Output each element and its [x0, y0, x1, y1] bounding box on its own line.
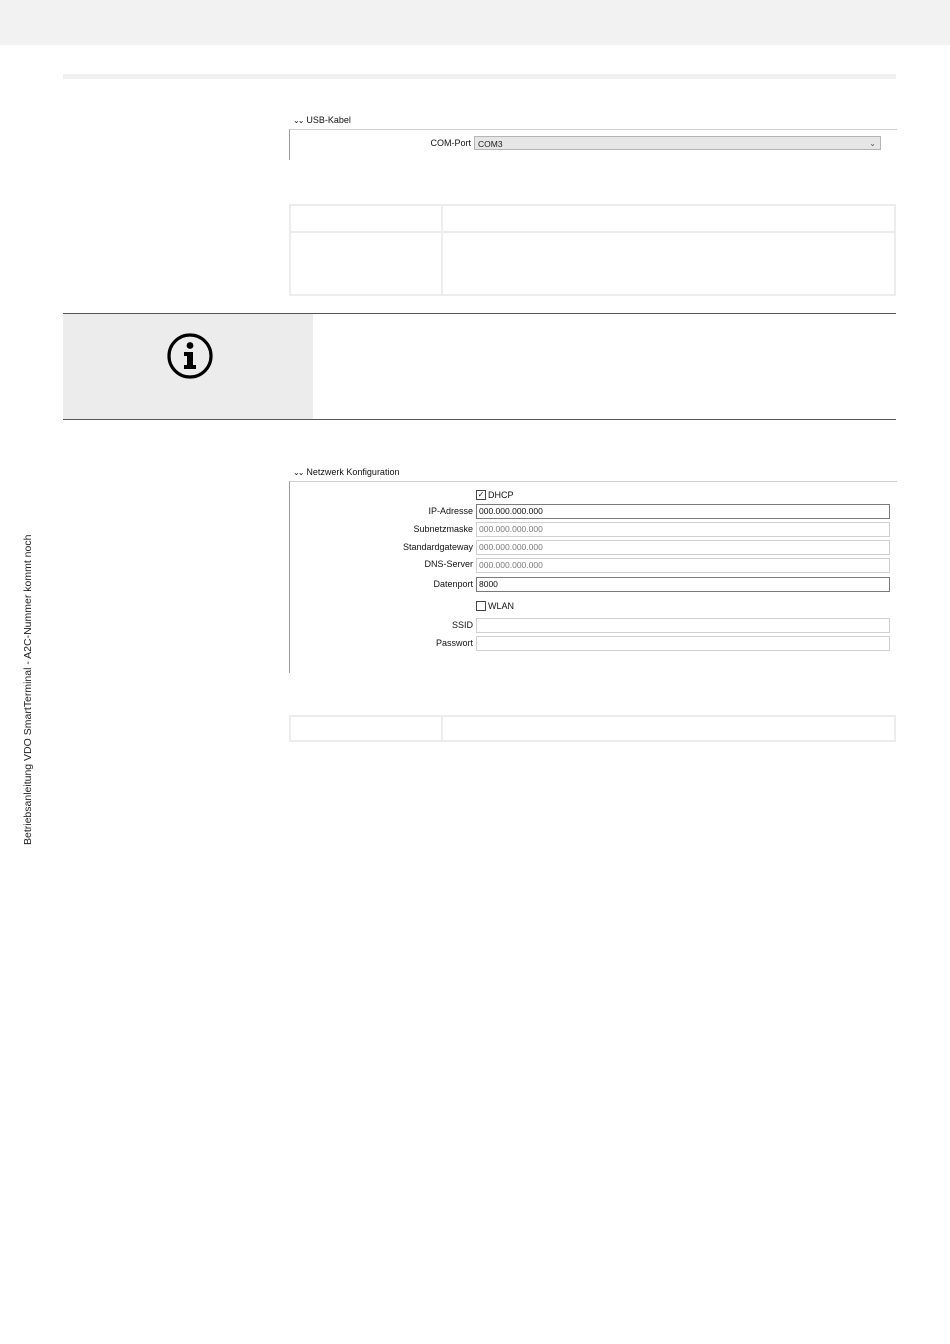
table-row-divider — [291, 231, 894, 233]
double-chevron-down-icon: ⌄⌄ — [293, 115, 303, 125]
subnet-mask-label: Subnetzmaske — [413, 524, 473, 534]
password-input[interactable] — [476, 636, 890, 651]
password-label: Passwort — [435, 638, 473, 648]
data-port-input[interactable]: 8000 — [476, 577, 890, 592]
network-section-title: Netzwerk Konfiguration — [306, 467, 400, 477]
dns-server-input[interactable]: 000.000.000.000 — [476, 558, 890, 573]
table-network-description — [289, 715, 896, 742]
dns-server-label: DNS-Server — [424, 559, 473, 569]
table-usb-description — [289, 204, 896, 296]
network-section-header[interactable] — [293, 467, 399, 477]
ip-address-label: IP-Adresse — [428, 506, 473, 516]
double-chevron-down-icon: ⌄⌄ — [293, 467, 303, 477]
gateway-label: Standardgateway — [402, 542, 473, 552]
table-column-divider — [441, 206, 443, 294]
com-port-select[interactable] — [474, 136, 881, 150]
dhcp-checkbox[interactable] — [476, 490, 514, 500]
usb-section-header[interactable] — [293, 115, 351, 125]
chevron-down-icon: ⌄ — [869, 139, 876, 148]
com-port-value: COM3 — [478, 139, 503, 149]
header-rule — [63, 74, 896, 79]
checkbox-checked-icon: ✓ — [477, 490, 485, 499]
subnet-mask-input[interactable]: 000.000.000.000 — [476, 522, 890, 537]
gateway-input[interactable]: 000.000.000.000 — [476, 540, 890, 555]
dhcp-label: DHCP — [488, 490, 514, 500]
wlan-checkbox[interactable] — [476, 601, 514, 611]
document-side-label: Betriebsanleitung VDO SmartTerminal - A2C-Nummer kommt noch — [22, 534, 34, 845]
usb-section-title: USB-Kabel — [306, 115, 351, 125]
data-port-label: Datenport — [433, 579, 473, 589]
page-header-band — [0, 0, 950, 45]
com-port-label: COM-Port — [430, 138, 471, 148]
checkbox-unchecked-icon — [476, 601, 486, 611]
ip-address-input[interactable]: 000.000.000.000 — [476, 504, 890, 519]
info-icon — [166, 332, 214, 380]
wlan-label: WLAN — [488, 601, 515, 611]
info-note — [63, 313, 896, 420]
table-column-divider — [441, 717, 443, 740]
info-icon-cell — [63, 314, 313, 419]
ssid-input[interactable] — [476, 618, 890, 633]
ssid-label: SSID — [451, 620, 473, 630]
